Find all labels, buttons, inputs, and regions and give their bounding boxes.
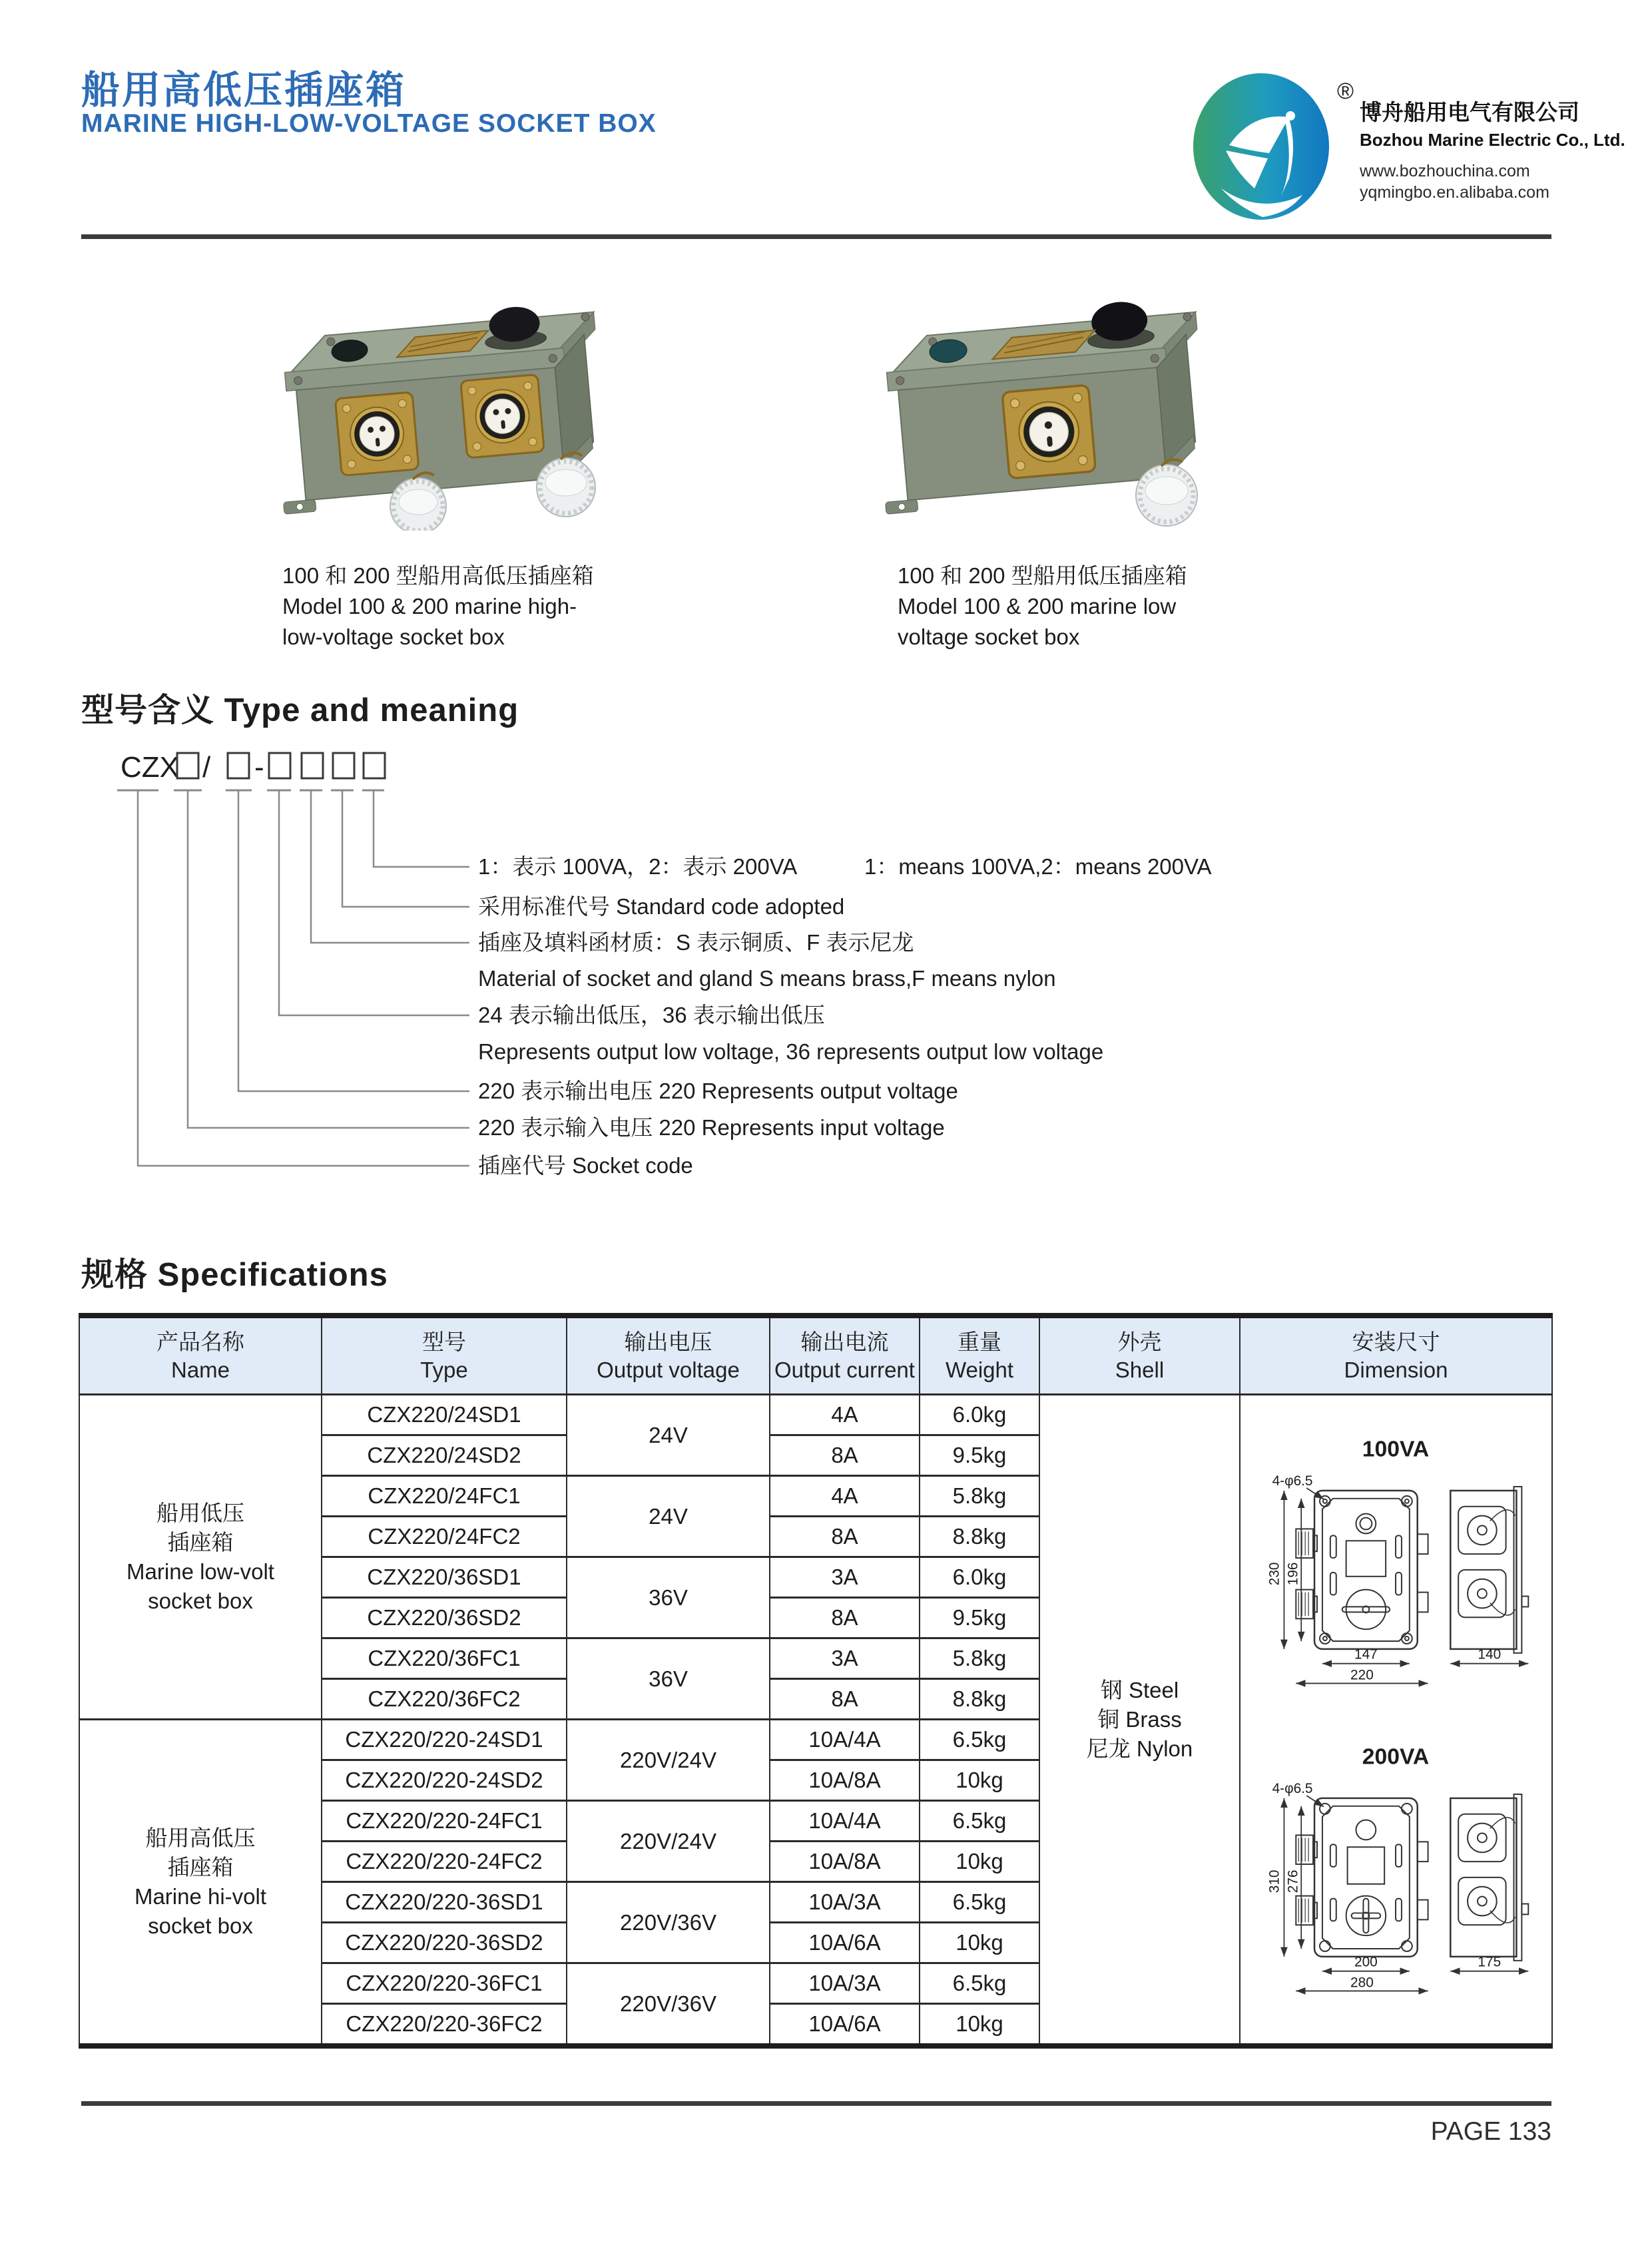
group-name-hi-volt: 船用高低压 插座箱 Marine hi-volt socket box <box>79 1720 322 2047</box>
table-row <box>79 1395 1552 1435</box>
cell-current: 10A/6A <box>770 2004 920 2047</box>
code-prefix: CZX <box>121 751 179 784</box>
group-name-low-volt: 船用低压 插座箱 Marine low-volt socket box <box>79 1395 322 1720</box>
caption-line: Model 100 & 200 marine high- <box>282 594 577 619</box>
caption-line: Model 100 & 200 marine low <box>898 594 1177 619</box>
cell-voltage: 36V <box>567 1638 770 1720</box>
cell-type: CZX220/36SD1 <box>322 1557 567 1598</box>
cell-current: 3A <box>770 1638 920 1679</box>
cell-current: 10A/8A <box>770 1760 920 1801</box>
caption-high-low-voltage <box>282 561 594 652</box>
meaning-line: 24 表示输出低压，36 表示输出低压 <box>478 1003 825 1027</box>
cell-weight: 9.5kg <box>920 1435 1039 1476</box>
company-logo-icon <box>1189 65 1356 232</box>
socket-right <box>461 374 545 458</box>
dimension-drawing-200va <box>1240 1736 1551 2003</box>
cell-voltage: 220V/36V <box>567 1882 770 1963</box>
cell-weight: 6.5kg <box>920 1882 1039 1923</box>
col-output-voltage: 输出电压 Output voltage <box>567 1316 770 1395</box>
meaning-line: 1：means 100VA,2：means 200VA <box>864 854 1212 879</box>
company-info <box>1360 101 1625 206</box>
cell-weight: 6.5kg <box>920 1720 1039 1760</box>
cell-weight: 6.0kg <box>920 1557 1039 1598</box>
caption-low-voltage <box>898 561 1187 652</box>
col-name: 产品名称 Name <box>79 1316 322 1395</box>
cell-type: CZX220/220-36SD1 <box>322 1882 567 1923</box>
spec-table-container <box>79 1313 1553 2049</box>
page-number: PAGE 133 <box>1430 2117 1551 2146</box>
cell-voltage: 220V/24V <box>567 1720 770 1801</box>
cell-current: 10A/4A <box>770 1801 920 1842</box>
caption-line: low-voltage socket box <box>282 624 505 649</box>
svg-text:310: 310 <box>1266 1869 1282 1893</box>
cell-current: 8A <box>770 1435 920 1476</box>
svg-text:220: 220 <box>1350 1667 1374 1683</box>
cell-weight: 5.8kg <box>920 1638 1039 1679</box>
meaning-line: 采用标准代号 Standard code adopted <box>478 894 845 919</box>
cell-weight: 5.8kg <box>920 1476 1039 1517</box>
svg-text:280: 280 <box>1350 1975 1374 1991</box>
company-website-1: www.bozhouchina.com <box>1360 162 1530 180</box>
registered-mark: ® <box>1337 79 1354 104</box>
svg-text:276: 276 <box>1285 1869 1301 1893</box>
svg-text:4-φ6.5: 4-φ6.5 <box>1272 1780 1313 1796</box>
cell-type: CZX220/24SD2 <box>322 1435 567 1476</box>
cell-type: CZX220/24FC2 <box>322 1517 567 1557</box>
cell-current: 8A <box>770 1517 920 1557</box>
cell-current: 10A/6A <box>770 1923 920 1963</box>
cell-weight: 8.8kg <box>920 1517 1039 1557</box>
cell-weight: 10kg <box>920 2004 1039 2047</box>
code-slash: / <box>202 751 211 784</box>
meaning-line: 220 表示输入电压 220 Represents input voltage <box>478 1115 945 1140</box>
type-code-diagram <box>80 742 1465 1202</box>
svg-text:100VA: 100VA <box>1362 1436 1430 1462</box>
company-name-en: Bozhou Marine Electric Co., Ltd. <box>1360 130 1625 150</box>
cell-weight: 6.5kg <box>920 1801 1039 1842</box>
cell-voltage: 220V/24V <box>567 1801 770 1882</box>
cell-type: CZX220/220-36FC2 <box>322 2004 567 2047</box>
company-website-2: yqmingbo.en.alibaba.com <box>1360 183 1549 202</box>
meaning-line: 1：表示 100VA，2：表示 200VA <box>478 854 798 879</box>
dimension-drawing-100va <box>1240 1429 1551 1695</box>
footer-rule <box>81 2101 1551 2106</box>
section-heading-type-meaning: 型号含义 Type and meaning <box>81 692 519 728</box>
svg-text:140: 140 <box>1478 1646 1502 1662</box>
cell-weight: 10kg <box>920 1842 1039 1882</box>
cell-voltage: 24V <box>567 1476 770 1557</box>
cell-current: 3A <box>770 1557 920 1598</box>
col-weight: 重量 Weight <box>920 1316 1039 1395</box>
page-title-cn: 船用高低压插座箱 <box>81 69 407 112</box>
cell-type: CZX220/220-36FC1 <box>322 1963 567 2004</box>
meaning-line: Material of socket and gland S means brass,F means nylon <box>478 966 1056 991</box>
spec-table <box>79 1313 1553 2049</box>
svg-text:200VA: 200VA <box>1362 1744 1430 1770</box>
cell-weight: 8.8kg <box>920 1679 1039 1720</box>
svg-text:175: 175 <box>1478 1954 1502 1970</box>
cell-type: CZX220/220-24SD1 <box>322 1720 567 1760</box>
page-title-en: MARINE HIGH-LOW-VOLTAGE SOCKET BOX <box>81 109 657 138</box>
svg-text:196: 196 <box>1285 1562 1301 1586</box>
company-name-cn: 博舟船用电气有限公司 <box>1360 100 1579 124</box>
cell-current: 4A <box>770 1395 920 1435</box>
caption-line: 100 和 200 型船用高低压插座箱 <box>282 563 594 588</box>
cell-type: CZX220/36SD2 <box>322 1598 567 1638</box>
product-photo-high-low-voltage-box <box>218 254 651 531</box>
cell-type: CZX220/220-36SD2 <box>322 1923 567 1963</box>
socket-left <box>335 392 419 476</box>
cell-weight: 10kg <box>920 1760 1039 1801</box>
cell-current: 10A/8A <box>770 1842 920 1882</box>
header-rule <box>81 234 1551 239</box>
cell-current: 8A <box>770 1598 920 1638</box>
cell-shell: 钢 Steel 铜 Brass 尼龙 Nylon <box>1039 1395 1240 2047</box>
cell-voltage: 220V/36V <box>567 1963 770 2047</box>
cell-current: 10A/3A <box>770 1882 920 1923</box>
meaning-line: 插座及填料函材质：S 表示铜质、F 表示尼龙 <box>478 930 914 955</box>
cell-current: 4A <box>770 1476 920 1517</box>
section-heading-specifications: 规格 Specifications <box>81 1257 388 1293</box>
svg-text:200: 200 <box>1354 1954 1378 1970</box>
cell-weight: 6.5kg <box>920 1963 1039 2004</box>
cell-type: CZX220/36FC2 <box>322 1679 567 1720</box>
col-shell: 外壳 Shell <box>1039 1316 1240 1395</box>
product-photo-low-voltage-box <box>820 254 1253 531</box>
cell-voltage: 24V <box>567 1395 770 1476</box>
cell-weight: 9.5kg <box>920 1598 1039 1638</box>
cell-current: 10A/3A <box>770 1963 920 2004</box>
cell-current: 8A <box>770 1679 920 1720</box>
cell-current: 10A/4A <box>770 1720 920 1760</box>
cell-weight: 6.0kg <box>920 1395 1039 1435</box>
meaning-line: 220 表示输出电压 220 Represents output voltage <box>478 1079 958 1103</box>
col-dimension: 安装尺寸 Dimension <box>1240 1316 1552 1395</box>
cell-type: CZX220/220-24FC2 <box>322 1842 567 1882</box>
cell-voltage: 36V <box>567 1557 770 1638</box>
meaning-line: 插座代号 Socket code <box>478 1153 693 1178</box>
cell-dimension <box>1240 1395 1552 2047</box>
svg-text:4-φ6.5: 4-φ6.5 <box>1272 1473 1313 1489</box>
cell-type: CZX220/36FC1 <box>322 1638 567 1679</box>
cell-type: CZX220/220-24FC1 <box>322 1801 567 1842</box>
col-type: 型号 Type <box>322 1316 567 1395</box>
cell-type: CZX220/220-24SD2 <box>322 1760 567 1801</box>
table-header-row <box>79 1316 1552 1395</box>
cell-type: CZX220/24SD1 <box>322 1395 567 1435</box>
cell-type: CZX220/24FC1 <box>322 1476 567 1517</box>
socket-single <box>1002 385 1096 479</box>
caption-line: voltage socket box <box>898 624 1080 649</box>
meaning-line: Represents output low voltage, 36 represents output low voltage <box>478 1039 1104 1064</box>
caption-line: 100 和 200 型船用低压插座箱 <box>898 563 1187 588</box>
cell-weight: 10kg <box>920 1923 1039 1963</box>
col-output-current: 输出电流 Output current <box>770 1316 920 1395</box>
code-dash: - <box>254 751 264 784</box>
svg-text:230: 230 <box>1266 1562 1282 1586</box>
svg-text:147: 147 <box>1354 1646 1378 1662</box>
